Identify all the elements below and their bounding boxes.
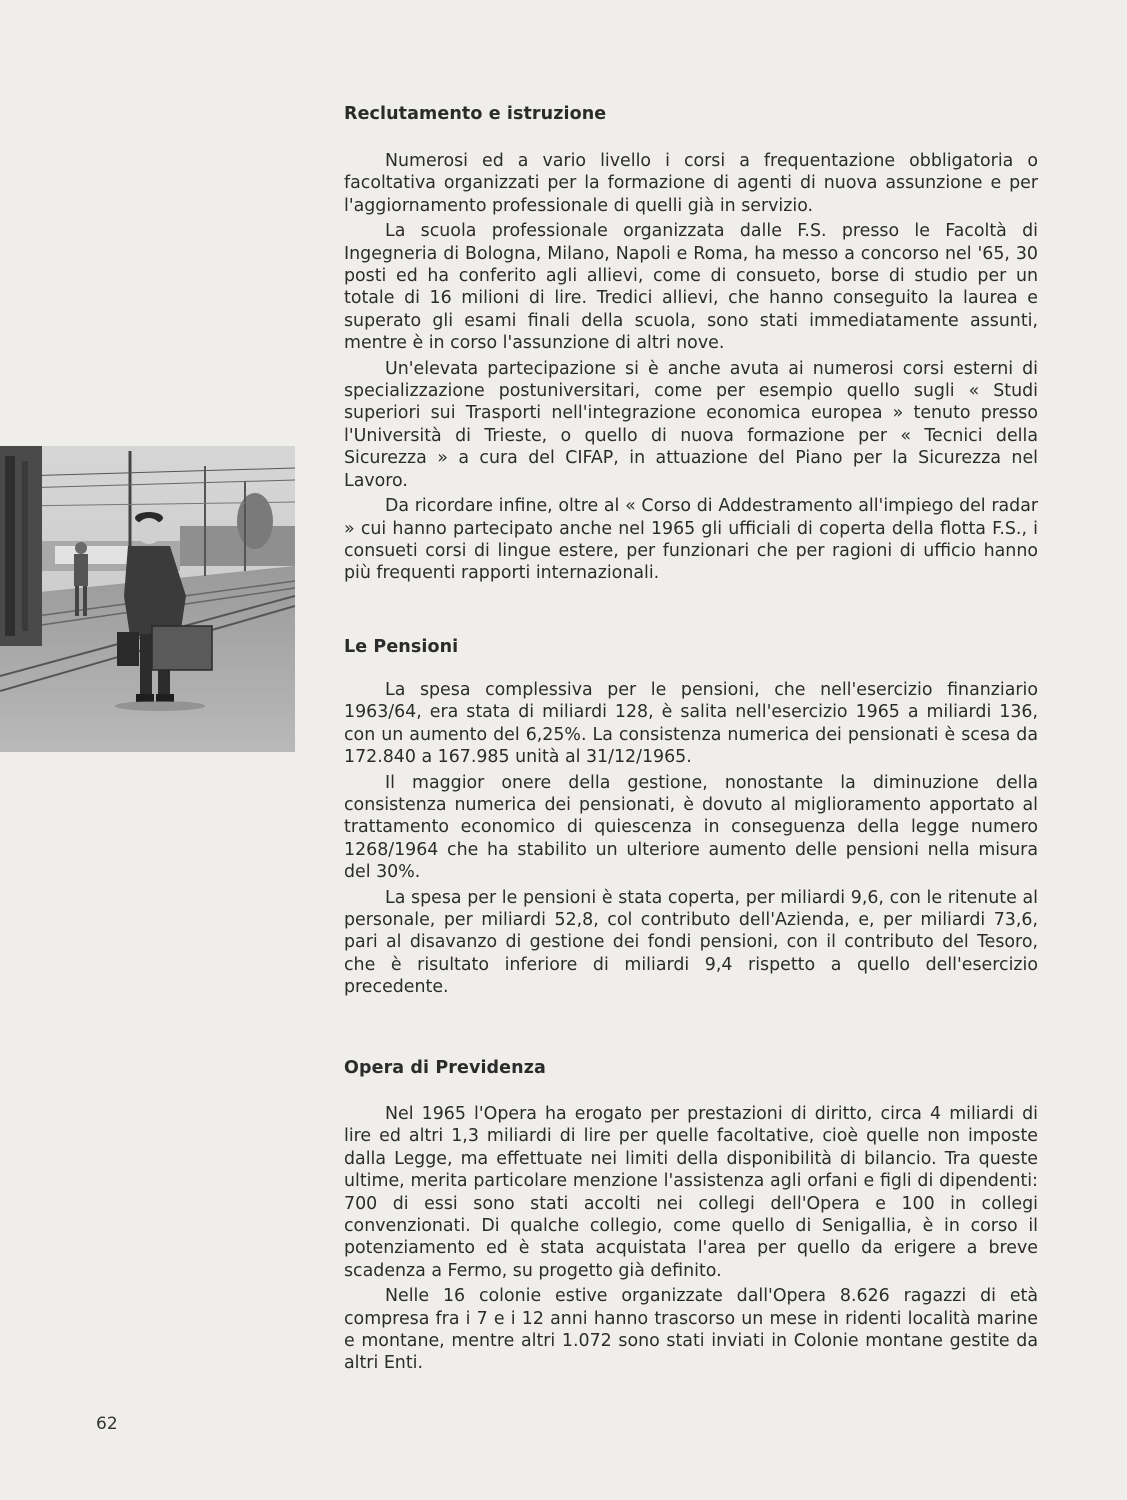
- section-previdenza: [344, 1058, 1038, 1375]
- paragraph: La spesa per le pensioni è stata coperta, per miliardi 9,6, con le ritenute al personale, per miliardi 52,8, col contributo dell'Azienda, e, per miliardi 73,6, pari al disavanzo di gestione dei fondi pensioni, con il contributo del Tesoro, che è risultato inferiore di miliardi 9,4 rispetto a quello dell'esercizio precedente.: [344, 887, 1038, 998]
- paragraph: La scuola professionale organizzata dalle F.S. presso le Facoltà di Ingegneria di Bologna, Milano, Napoli e Roma, ha messo a concorso nel '65, 30 posti ed ha conferito agli allievi, come di consueto, borse di studio per un totale di 16 milioni di lire. Tredici allievi, che hanno conseguito la laurea e superato gli esami finali della scuola, sono stati immediatamente assunti, mentre è in corso l'assunzione di altri nove.: [344, 221, 1038, 354]
- page-number: 62: [96, 1414, 118, 1434]
- paragraph: Da ricordare infine, oltre al « Corso di Addestramento all'impiego del radar » cui hanno partecipato anche nel 1965 gli ufficiali di coperta della flotta F.S., i consueti corsi di lingue estere, per funzionari che per ragioni di ufficio hanno più frequenti rapporti internazionali.: [344, 496, 1038, 584]
- paragraph: Nelle 16 colonie estive organizzate dall'Opera 8.626 ragazzi di età compresa fra i 7 e i 12 anni hanno trascorso un mese in ridenti località marine e montane, mentre altri 1.072 sono stati inviati in Colonie montane gestite da altri Enti.: [344, 1286, 1038, 1374]
- paragraph: Numerosi ed a vario livello i corsi a frequentazione obbligatoria o facoltativa organizzati per la formazione di agenti di nuova assunzione e per l'aggiornamento professionale di quelli già in servizio.: [344, 151, 1038, 216]
- paragraph: Nel 1965 l'Opera ha erogato per prestazioni di diritto, circa 4 miliardi di lire ed altri 1,3 miliardi di lire per quelle facoltative, cioè quelle non imposte dalla Legge, ma effettuate nei limiti della disponibilità di bilancio. Tra queste ultime, merita particolare menzione l'assistenza agli orfani e figli di dipendenti: 700 di essi sono stati accolti nei collegi dell'Opera e 100 in collegi convenzionati. Di qualche collegio, come quello di Senigallia, è in corso il potenziamento ed è stata acquistata l'area per quello da erigere a breve scadenza a Fermo, su progetto già definito.: [344, 1104, 1038, 1281]
- section-reclutamento: [344, 104, 1038, 585]
- paragraph: Un'elevata partecipazione si è anche avuta ai numerosi corsi esterni di specializzazione postuniversitari, come per esempio quello sugli « Studi superiori sui Trasporti nell'integrazione economica europea » tenuto presso l'Università di Trieste, o quello di nuova formazione per « Tecnici della Sicurezza » a cura del CIFAP, in attuazione del Piano per la Sicurezza nel Lavoro.: [344, 358, 1038, 491]
- section-heading: Reclutamento e istruzione: [344, 104, 607, 124]
- photo-image: [0, 446, 295, 752]
- paragraph: Il maggior onere della gestione, nonostante la diminuzione della consistenza numerica dei pensionati, è dovuto al miglioramento apportato al trattamento economico di quiescenza in conseguenza della legge numero 1268/1964 che ha stabilito un ulteriore aumento delle pensioni nella misura del 30%.: [344, 772, 1038, 883]
- section-heading: Le Pensioni: [344, 637, 459, 657]
- section-heading: Opera di Previdenza: [344, 1058, 546, 1078]
- section-pensioni: [344, 637, 1038, 999]
- photo-railway-worker: [0, 446, 295, 752]
- paragraph: La spesa complessiva per le pensioni, che nell'esercizio finanziario 1963/64, era stata di miliardi 128, è salita nell'esercizio 1965 a miliardi 136, con un aumento del 6,25%. La consistenza numerica dei pensionati è scesa da 172.840 a 167.985 unità al 31/12/1965.: [344, 680, 1038, 768]
